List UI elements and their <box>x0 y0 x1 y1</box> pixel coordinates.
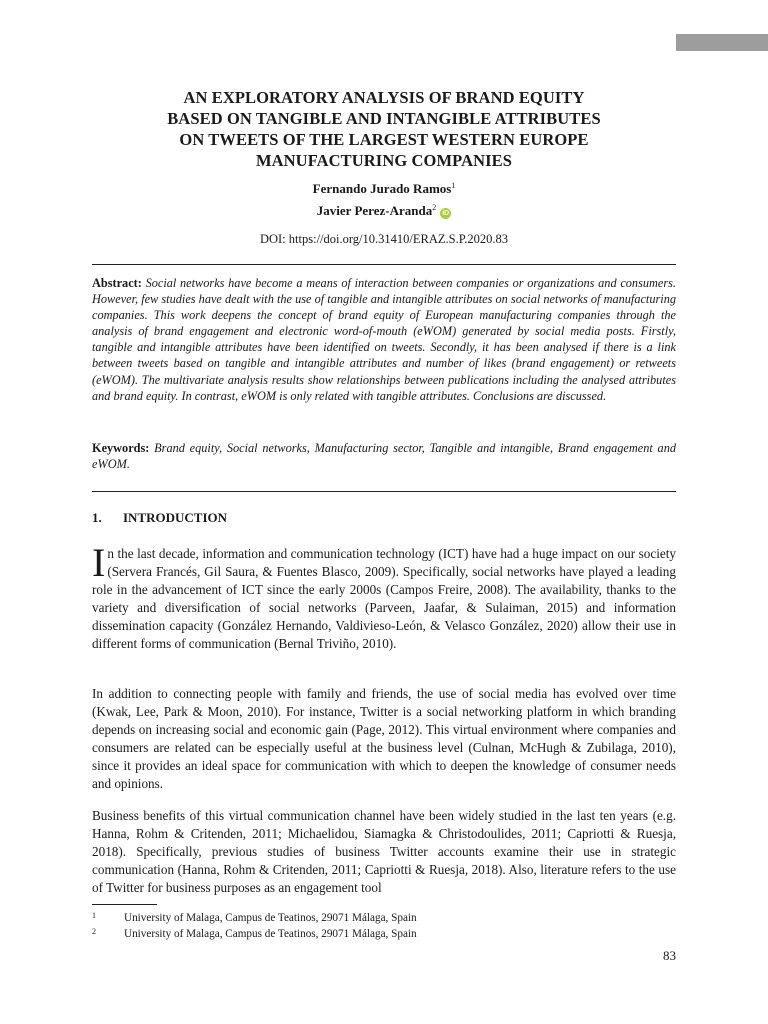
paper-title <box>92 87 676 171</box>
section-title: INTRODUCTION <box>123 510 228 525</box>
author-2 <box>92 198 676 220</box>
title-line: MANUFACTURING COMPANIES <box>255 151 513 170</box>
bottom-divider <box>92 491 676 492</box>
title-line: BASED ON TANGIBLE AND INTANGIBLE ATTRIBUTES <box>167 109 601 128</box>
abstract <box>92 275 676 404</box>
author-1 <box>92 176 676 198</box>
footnote-number: 2 <box>92 927 96 936</box>
footnote-text: University of Malaga, Campus de Teatinos, 29071 Málaga, Spain <box>124 928 417 940</box>
affiliation-marker: 1 <box>451 181 456 190</box>
paragraph-3: Business benefits of this virtual communication channel have been widely studied in the last ten years (e.g. Hanna, Rohm & Critenden, 2011; Michaelidou, Siamagka & Christodoulides, 2011; Capriotti & Ruesja, 2018). Specifically, previous studies of business Twitter accounts examine their use in strategic communication (Hanna, Rohm & Critenden, 2011; Capriotti & Ruesja, 2018). Also, literature refers to the use of Twitter for business purposes as an engagement tool <box>92 808 676 895</box>
paragraph-1 <box>92 540 676 652</box>
footnote-number: 1 <box>92 911 96 920</box>
section-number: 1. <box>92 510 102 525</box>
title-line: AN EXPLORATORY ANALYSIS OF BRAND EQUITY <box>183 88 585 107</box>
keywords-text: Brand equity, Social networks, Manufacturing sector, Tangible and intangible, Brand engagement and eWOM. <box>92 441 676 472</box>
paragraph-text: n the last decade, information and communication technology (ICT) have had a huge impact on our society (Servera Francés, Gil Saura, & Fuentes Blasco, 2009). Specifically, social networks have played a leading role in the advancement of ICT since the early 2000s (Campos Freire, 2008). The availability, thanks to the variety and diversification of social networks (Parveen, Jaafar, & Sulaiman, 2015) and information dissemination capacity (González Hernando, Valdivieso-León, & Velasco González, 2020) allow their use in different forms of communication (Bernal Triviño, 2010). <box>92 546 676 651</box>
affiliation-marker: 2 <box>432 203 437 212</box>
footnote-text: University of Malaga, Campus de Teatinos, 29071 Málaga, Spain <box>124 912 417 924</box>
orcid-icon[interactable]: iD <box>442 210 450 217</box>
abstract-text: Social networks have become a means of interaction between companies or organizations and consumers. However, few studies have dealt with the use of tangible and intangible attributes on social networks of manufacturing companies. This work deepens the concept of brand equity of European manufacturing companies through the analysis of brand engagement and electronic word-of-mouth (eWOM) generated by social media posts. Firstly, tangible and intangible attributes have been identified on tweets. Secondly, it has been analysed if there is a link between tweets based on tangible and intangible attributes and number of likes (brand engagement) or retweets (eWOM). The multivariate analysis results show relationships between publications including the analysed attributes and brand equity. In contrast, eWOM is only related with tangible attributes. Conclusions are discussed. <box>92 276 676 403</box>
keywords-label: Keywords: <box>92 441 150 455</box>
footnote-1 <box>92 909 417 925</box>
keywords <box>92 440 676 472</box>
drop-cap: I <box>92 540 106 585</box>
author-name: Fernando Jurado Ramos <box>312 181 452 196</box>
author-name: Javier Perez-Aranda <box>316 203 433 218</box>
top-divider <box>92 264 676 265</box>
footnote-2 <box>92 925 417 941</box>
page-number: 83 <box>663 948 676 963</box>
section-heading <box>92 510 227 526</box>
author-list <box>92 176 676 220</box>
doi-line: DOI: https://doi.org/10.31410/ERAZ.S.P.2020.83 <box>259 232 509 246</box>
abstract-label: Abstract: <box>92 276 142 290</box>
title-line: ON TWEETS OF THE LARGEST WESTERN EUROPE <box>179 130 589 149</box>
footnote-divider <box>92 904 157 905</box>
page-edge-tab <box>676 34 768 51</box>
paragraph-2: In addition to connecting people with family and friends, the use of social media has evolved over time (Kwak, Lee, Park & Moon, 2010). For instance, Twitter is a social networking platform in which branding depends on increasing social and economic gain (Page, 2012). This virtual environment where companies and consumers are related can be especially useful at the business level (Culnan, McHugh & Zubilaga, 2010), since it provides an ideal space for communication with which to deepen the knowledge of consumer needs and opinions. <box>92 686 676 791</box>
